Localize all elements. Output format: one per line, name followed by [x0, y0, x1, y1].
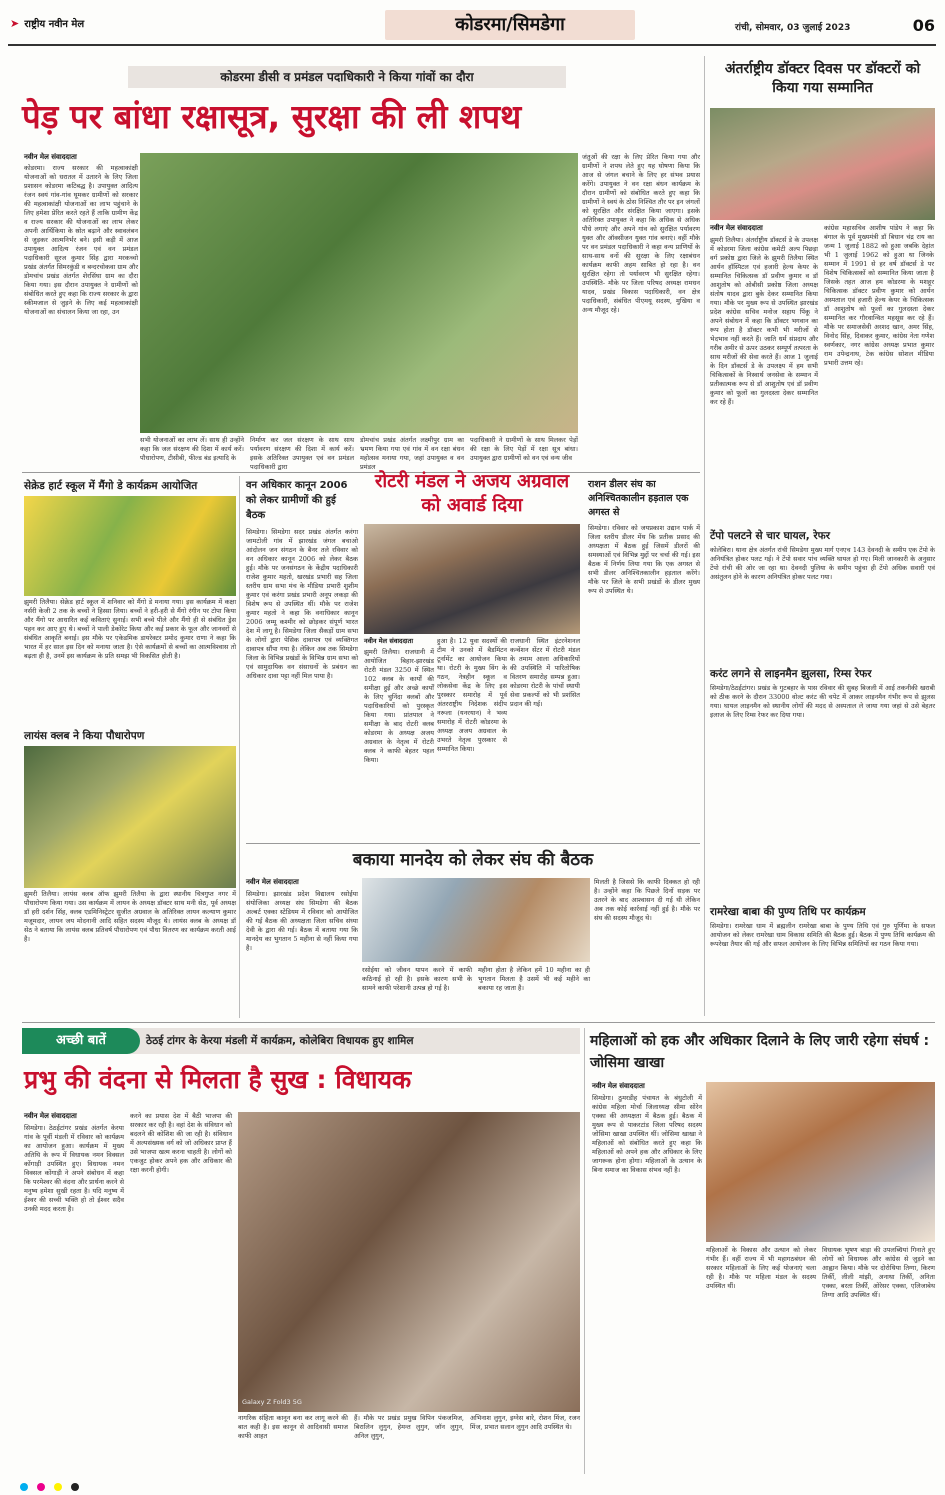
current-headline: करंट लगने से लाइनमैन झुलसा, रिम्स रेफर: [710, 668, 872, 680]
lead-headline: पेड़ पर बांधा रक्षासूत्र, सुरक्षा की ली शपथ: [22, 97, 522, 136]
bird-icon: ➤: [10, 17, 20, 30]
rotary-col2: हुआ है। 12 युवा सदस्यों की टीम ने उनको में बैडमिंटन टूर्नामेंट का आयोजन किया था। रोटरी के मुख्य विंग के गठन, नेत्रहीन स्कूल व लोकसेवा केंद्र के लिए इस पुरस्कार समारोह में पूर्व अंतरराष्ट्रीय निदेशक संदीप नरूला (यनरयान) ने भव्य समारोह में रोटरी कोडरमा के अध्यक्ष अजय अग्रवाल के उभरते नेतृत्व पुरस्कार से सम्मानित किया।: [437, 637, 507, 753]
lead-below4: पदाधिकारी ने ग्रामीणों के साथ मिलकर पेड़ों की रक्षा के लिए पेड़ों में रक्षा सूत्र बांधा। उपायुक्त द्वारा ग्रामीणों को वन एवं वन्य जीव: [470, 436, 578, 462]
page-number: 06: [912, 16, 935, 35]
section-title: कोडरमा/सिमडेगा: [455, 14, 565, 35]
tempo-headline: टेंपो पलटने से चार घायल, रेफर: [710, 530, 831, 542]
good-news-col1: सिमडेगा। ठेठईटांगर प्रखंड अंतर्गत केरया गांव के पूर्वी मंडली में रविवार को कार्यक्रम का आयोजन हुआ। कार्यक्रम में मुख्य अतिथि के रूप में विधायक नमन विक्सल कोंगाड़ी उपस्थित हुए। विधायक नमन विक्सल कोंगाड़ी ने अपने संबोधन में कहा कि परमेश्वर की वंदना और प्रार्थना करने से मनुष्य हमेशा सुखी रहता है। यदि मनुष्य में ईश्वर की सच्ची भक्ति हो तो ईश्वर सदैव उनकी मदद करता है।: [24, 1124, 124, 1213]
women-col1: सिमडेगा। ठुमरडीह पंचायत के बंधुटोली में कांग्रेस महिला मोर्चा जिलाध्यक्ष सीमा सोरेन एक्का की अध्यक्षता में बैठक हुई। बैठक में मुख्य रूप से पाकरटांड जिला परिषद सदस्य जोसिमा खाखा उपस्थित थीं। जोसिमा खाखा ने महिलाओं को संबोधित करते हुए कहा कि महिलाओं को अपने हक और अधिकार के लिए जागरूक होना होगा। महिलाओं के उत्थान के बिना समाज का विकास संभव नहीं है।: [592, 1094, 702, 1174]
masthead: [0, 0, 945, 44]
doctor-body-left: झुमरी तिलैया। अंतर्राष्ट्रीय डॉक्टर्स डे के उपलक्ष में कोडरमा जिला कांग्रेस कमेटी अल्प पिछड़ा वर्ग प्रकोष्ठ द्वारा जिले के झुमरी तिलैया स्थित आर्यन हॉस्पिटल एवं हजारी हेल्थ केयर के सम्मानित चिकित्सक डॉ प्रवीण कुमार व डॉ आशुतोष को ओबीसी प्रकोष्ठ जिला अध्यक्ष संतोष यादव द्वारा बुके देकर सम्मानित किया गया। मौके पर मुख्य रूप से उपस्थित झारखंड प्रदेश कांग्रेस सचिव मनोज सहाय पिंकू ने अपने संबोधन में कहा कि डॉक्टर भगवान का रूप होता है डॉक्टर कभी भी मरीजों से भेदभाव नहीं करते हैं। जाति धर्म संप्रदाय और गरीब अमीर से ऊपर उठकर सम्पूर्ण तत्परता के साथ मरीजों की सेवा करते हैं। आज 1 जुलाई के दिन डॉक्टर्स डे के उपलक्ष्य में हम सभी चिकित्सकों के निस्वार्थ जनसेवा के सम्मान में प्रतीकात्मक रूप से डॉ आशुतोष एवं डॉ प्रवीण कुमार को फूलों का गुलदस्ता देकर सम्मानित कर रहे हैं।: [710, 236, 818, 406]
doctor-byline: नवीन मेल संवाददाता: [710, 224, 763, 232]
lead-byline: नवीन मेल संवाददाता: [24, 153, 77, 161]
honorarium-col4: मिलती है जिससे कि काफी दिक्कत हो रही है। उन्होंने कहा कि पिछले दिनों सड़क पर उतरने के बाद आश्वासन दी गई थी लेकिन अब तक कोई कार्रवाई नहीं हुई है। मौके पर संघ की सदस्य मौजूद थे।: [594, 878, 700, 922]
logo-text: राष्ट्रीय नवीन मेल: [24, 19, 85, 30]
rotary-headline: रोटरी मंडल ने अजय अग्रवाल को अवार्ड दिया: [374, 471, 570, 516]
honorarium-col2: रसोईया को जीवन यापन करने में काफी कठिनाई हो रही है। इसके कारण सभी के सामने काफी परेशानी उत्पन्न हो गई है।: [362, 966, 472, 992]
lead-col-right: जंतुओं की रक्षा के लिए प्रेरित किया गया और ग्रामीणों ने शपथ लेते हुए यह घोषणा किया कि आज से जंगल बचाने के लिए हर संभव प्रयास करेंगे। उपायुक्त ने वन रक्षा बंधन कार्यक्रम के दौरान ग्रामीणों को संबोधित करते हुए कहा कि ग्रामीणों ने स्वयं के ठोस निश्चित तौर पर इन जंगलों को सुरक्षित और संरक्षित किया जाएगा। इसके अतिरिक्त उपायुक्त ने कहा कि अधिक से अधिक पौधे लगाएं और अपने गांव को सुरक्षित पर्यावरण युक्त और ऑक्सीजन युक्त गांव बनाएं। वहीं मौके पर वन प्रमंडल पदाधिकारी ने कहा वन्य प्राणियों के साथ-साथ वनों की सुरक्षा के लिए रक्षाबंधन कार्यक्रम काफी अहम साबित हो रहा है। वन सुरक्षित रहेगा तो पर्यावरण भी सुरक्षित रहेगा। उपस्थिति- मौके पर जिला परिषद अध्यक्ष रामधन यादव, प्रखंड विकास पदाधिकारी, वन क्षेत्र पदाधिकारी, संबंधित पीएमयू सदस्य, मुखिया व अन्य मौजूद रहे।: [582, 153, 700, 314]
tempo-body: कोलेबिरा। थाना क्षेत्र अंतर्गत रांची सिमडेगा मुख्य मार्ग एनएच 143 देवनदी के समीप एक टेंपो के अनियंत्रित होकर पलट गई। ने टेंपो सवार पांच व्यक्ति घायल हो गए। मिली जानकारी के अनुसार टेंपो रांची की ओर जा रहा था। देवनदी पुलिया के समीप पहुंचा ही टेंपो अधिक सवारी एवं असंतुलन होने के कारण अनियंत्रित होकर पलट गया।: [710, 546, 935, 581]
doctor-photo: [710, 108, 935, 220]
women-col3: विधायक भूषण बाड़ा की उपलब्धियां गिनाते हुए लोगों को विधायक और कांग्रेस से जुड़ने का आह्वान किया। मौके पर दोरोथिया तिग्गा, किरण तिर्की, लीली मांझी, अनाथा तिर्की, अनिता एक्का, बरता तिर्की, ओरेसर एक्का, एलिजाबेथ तिग्गा आदि उपस्थित थीं।: [822, 1246, 935, 1299]
mango-body: झुमरी तिलैया। सेक्रेड हार्ट स्कूल में शनिवार को मैंगो डे मनाया गया। इस कार्यक्रम में कक्षा नर्सरी केजी 2 तक के बच्चों ने हिस्सा लिया। बच्चों ने हरी-हरी से मैंगो रंगीन पर टोपा किया और मैंगो पर आधारित कई कविताएं सुनाई। सभी बच्चे पीले और मैंगो ही से संबंधित ड्रेस पहन कर आए हुए थे। बच्चों ने पाली डेकोरेट किया और कई प्रकार के फूल और जानवरों से संबंधित आकृति बनाई। इस मौके पर एकेडमिक डायरेक्टर प्रमोद कुमार राणा ने कहा कि भारत में हर साल इस दिन को मनाया जाता है। ऐसे कार्यक्रमों से बच्चों का आत्मविश्वास तो बढ़ता ही है, उनमें इस कार्यक्रम के प्रति समझ भी विकसित होती है।: [24, 598, 236, 660]
lions-body: झुमरी तिलैया। लायंस क्लब ऑफ झुमरी तिलैया के द्वारा स्थानीय चित्रगुप्त नगर में पौधारोपण किया गया। उस कार्यक्रम में लायन के अध्यक्ष डॉक्टर साथ मनी सेठ, पूर्व अध्यक्ष डॉ हरी दर्शन सिंह, क्लब एडमिनिस्ट्रेटर सुजीत अग्रवाल के अतिरिक्त लायन कल्याण कुमार मजूमदार, लायन जय मोदनानी आदि सहित सदस्य मौजूद थे। लायंस क्लब के अध्यक्ष डॉ सेठ ने बताया कि लायंस क्लब प्रतिवर्ष पौधारोपण एवं पौधा वितरण का कार्यक्रम करती आई है।: [24, 890, 236, 943]
honorarium-headline: बकाया मानदेय को लेकर संघ की बैठक: [352, 850, 594, 870]
lead-col1: कोडरमा। राज्य सरकार की महत्वाकांक्षी योजनाओं को धरातल में उतारने के लिए जिला प्रशासन कोडरमा कटिबद्ध है। उपायुक्त आदित्य रंजन स्वयं गांव-गांव घूमकर ग्रामीणों को सरकार की महत्वाकांक्षी योजनाओं का लाभ पहुंचाने के लिए हमेशा प्रेरित करते रहते हैं ताकि ग्रामीण केंद्र व राज्य सरकार की योजनाओं का लाभ लेकर अपनी आर्थिकिया के स्रोत बढ़ाने और स्वावलंबन से जुड़कर आत्मनिर्भर बने। इसी कड़ी में आज उपायुक्त आदित्य रंजन एवं वन प्रमंडल पदाधिकारी सूरज कुमार सिंह द्वारा मरकच्चो प्रखंड अंतर्गत सिमरकुंडी व बन्दरचोकवा ग्राम और डोमचांच प्रखंड अंतर्गत शेरसिंघा ग्राम का दौरा किया गया। इस दौरान उपायुक्त ने ग्रामीणों को संबोधित करते हुए कहा कि राज्य सरकार के द्वारा स्कीमजाल से जुड़ने के लिए कई महत्वाकांक्षी योजनाओं का संचालन किया जा रहा, उन: [24, 164, 138, 316]
good-news-badge: [22, 1028, 140, 1054]
lead-kicker: कोडरमा डीसी व प्रमंडल पदाधिकारी ने किया गांवों का दौरा: [220, 70, 474, 84]
lead-below2: निर्माण कर जल संरक्षण के साथ साथ पर्यावरण संरक्षण की दिशा में कार्य करें। इसके अतिरिक्त उपायुक्त एवं वन प्रमंडल पदाधिकारी द्वारा: [250, 436, 354, 471]
good-news-kicker: ठेठई टांगर के केरया मंडली में कार्यक्रम, कोलेबिरा विधायक हुए शामिल: [146, 1035, 414, 1047]
vrule-right: [704, 56, 705, 1016]
women-photo: [706, 1082, 935, 1242]
lead-photo: [140, 153, 578, 433]
ration-headline: राशन डीलर संघ का अनिश्चितकालीन हड़ताल एक अगस्त से: [588, 479, 689, 518]
camera-watermark: Galaxy Z Fold3 5G: [242, 1398, 302, 1406]
registration-marks: [20, 1476, 935, 1486]
good-news-photo: [238, 1112, 580, 1412]
mango-photo: [24, 496, 236, 596]
ration-body: सिमडेगा। रविवार को जयप्रकाश उद्यान पार्क में जिला स्तरीय डीलर मेंथ कि प्रतीक प्रसाद की अध्यक्षता में बैठक हुई जिसमें डीलरों की समस्याओं एवं विभिन्न मुद्दों पर चर्चा की गई। इस बैठक में निर्णय लिया गया कि एक अगस्त से सभी डीलर अनिश्चितकालीन हड़ताल करेंगे। मौके पर जिले के सभी प्रखंडों के डीलर मुख्य रूप से उपस्थित थे।: [588, 524, 700, 595]
rule-1: [22, 472, 700, 473]
good-news-banner: [22, 1028, 580, 1054]
vrule-bottom: [584, 1028, 585, 1474]
vrule-left: [239, 476, 240, 1018]
masthead-rule: [8, 44, 936, 46]
ramrekha-body: सिमडेगा। रामरेखा धाम में ब्रह्मलीन रामरेखा बाबा के पुण्य तिथि एवं गुरु पूर्णिमा के सफल आयोजन को लेकर रामरेखा धाम विकास समिति की बैठक हुई। बैठक में पुण्य तिथि कार्यक्रम की रूपरेखा तैयार की गई और सफल आयोजन के लिए विभिन्न समितियों का गठन किया गया।: [710, 922, 935, 948]
honorarium-photo: [362, 878, 590, 962]
logo: [10, 12, 140, 34]
good-news-byline: नवीन मेल संवाददाता: [24, 1112, 77, 1120]
rotary-col1: झुमरी तिलैया। राजधानी में आयोजित बिहार-झारखंड रोटरी मंडल 3250 में स्थित 102 क्लब के कार्यों की समीक्षा हुई और अच्छे कार्यों के लिए चुनिंदा क्लबों और पदाधिकारियों को पुरस्कृत किया गया। प्रांतपाल ने समीक्षा के बाद रोटरी क्लब कोडरमा के अध्यक्ष अजय अग्रवाल के नेतृत्व में रोटरी क्लब ने काफी बेहतर पहल किया।: [364, 648, 434, 764]
forest-headline: वन अधिकार कानून 2006 को लेकर ग्रामीणों की हुई बैठक: [246, 480, 348, 521]
honorarium-col1: सिमडेगा। झारखंड प्रदेश विद्यालय रसोईया संयोजिका अध्यक्ष संघ सिमडेगा की बैठक अल्बर्ट एक्का स्टेडियम में रविवार को आयोजित की गई बैठक की अध्यक्षता जिला सचिव संध्या देवी के द्वारा की गई। बैठक में बताया गया कि मानदेय का भुगतान 5 महीना से नहीं किया गया है।: [246, 890, 358, 952]
doctor-body-right: कांग्रेस महासचिव आशीष पांडेय ने कहा कि बंगाल के पूर्व मुख्यमंत्री डॉ बिधान चंद्र राय का जन्म 1 जुलाई 1882 को हुआ जबकि देहांत भी 1 जुलाई 1962 को हुआ था जिनके सम्मान में 1991 से हर वर्ष डॉक्टर्स डे पर विशेष चिकित्सकों को सम्मानित किया जाता है जिसके तहत आज हम कोडरमा के मशहूर चिकित्सक डॉक्टर प्रवीण कुमार को आर्यन अस्पताल एवं हजारी हेल्थ केयर के चिकित्सक डॉ आशुतोष को फूलों का गुलदस्ता देकर सम्मानित कर गौरवान्वित महसूस कर रहे हैं। मौके पर समाजसेवी अरशद खान, अमर सिंह, विनोद सिंह, दिवाकर कुमार, कांग्रेस नेता गणेश स्वर्णकार, नगर कांग्रेस अध्यक्ष प्रभात कुमार राम उपेन्द्रनाथ, टेक कांग्रेस सोशल मीडिया प्रभारी उत्तम रहे।: [824, 224, 934, 367]
women-headline: महिलाओं को हक और अधिकार दिलाने के लिए जारी रहेगा संघर्ष : जोसिमा खाखा: [590, 1033, 930, 1071]
rule-3: [22, 1022, 935, 1023]
lead-below3: डोमचांच प्रखंड अंतर्गत लक्ष्मीपुर ग्राम का भ्रमण किया गया एवं गांव में वन रक्षा बंधन महोत्सव मनाया गया, जहां उपायुक्त व वन प्रमंडल: [360, 436, 464, 471]
forest-body: सिमडेगा। सिमडेगा सदर प्रखंड अंतर्गत करंगा जामटोली गांव में झारखंड जंगल बचाओ आंदोलन जन संगठन के बैनर तले रविवार को वन अधिकार कानून 2006 को लेकर बैठक हुई। मौके पर जनसंगठन के केंद्रीय पदाधिकारी राजेश कुमार महतो, खरखंड प्रभारी सह जिला स्तरीय ग्राम सभा मंच के मीडिया प्रभारी शुशीम कुमार एवं करंगा प्रखंड प्रभारी अनूप लकड़ा की विशेष रूप से उपस्थित थीं। मौके पर राजेश कुमार महतो ने कहा कि वनाधिकार कानून 2006 जम्मू कश्मीर को छोड़कर संपूर्ण भारत देश में लागू है। सिमडेगा जिला सैकड़ों ग्राम सभा के लोगों द्वारा पेसिक दावापत्र एवं व्यक्तिगत दावापत्र सौंपा गया है। लेकिन अब तक सिमडेगा जिला के विभिन्न प्रखंडों के विभिन्न ग्राम सभा को एवं सामुदायिक वन संसाधनों के प्रबंधन का अधिकार दावा पट्टा नहीं मिल पाया है।: [246, 528, 358, 680]
rotary-byline: नवीन मेल संवाददाता: [364, 637, 413, 645]
good-news-badge-label: अच्छी बातें: [56, 1033, 106, 1048]
lions-headline: लायंस क्लब ने किया पौधारोपण: [24, 730, 145, 742]
lead-kicker-box: [128, 66, 566, 88]
good-news-headline: प्रभु की वंदना से मिलता है सुख : विधायक: [24, 1065, 412, 1094]
ramrekha-headline: रामरेखा बाबा की पुण्य तिथि पर कार्यक्रम: [710, 906, 866, 918]
women-col2: महिलाओं के विकास और उत्थान को लेकर गंभीर हैं। वहीं राज्य में भी महागठबंधन की सरकार महिलाओं के लिए कई योजनाएं चला रही है। मौके पर महिला मंडल के सदस्य उपस्थित थीं।: [706, 1246, 816, 1290]
lead-below1: सभी योजनाओं का लाभ लें। साथ ही उन्होंने कहा कि जल संरक्षण की दिशा में कार्य करें। पौधारोपण, टीसीबी, फील्ड बंड इत्यादि के: [140, 436, 244, 462]
rule-2: [246, 843, 700, 844]
good-news-col2: करने का प्रयास देश में बैठी भाजपा की सरकार कर रही है। वहां देश के संविधान को बदलने की कोशिश की जा रही है। संविधान में अल्पसंख्यक वर्ग को जो अधिकार प्राप्त हैं उसे भाजपा खत्म करना चाहती है। लोगों को एकजुट होकर अपने हक और अधिकार की रक्षा करनी होगी।: [130, 1112, 232, 1174]
rotary-col3: राजधानी स्थित इंटरनेशनल कन्वेंशन सेंटर में रोटरी मंडल के तमाम आला अधिकारियों की उपस्थिति में पारितोषिक वितरण समारोह सम्पन्न हुआ। कोडरमा रोटरी के पांचों स्थायी सेवा प्रकल्पों को भी प्रशंसित प्रदान की गई।: [510, 637, 580, 708]
good-news-caption2: हैं। मौके पर प्रखंड प्रमुख विपिन पंकजमिज, बिरालिन लुगुन, हेमन्त लुगुन, जॉन लुगुन, अनिल लुगुन,: [354, 1414, 464, 1440]
rotary-photo: [364, 524, 580, 634]
honorarium-byline: नवीन मेल संवाददाता: [246, 878, 299, 886]
section-title-box: [385, 10, 635, 40]
honorarium-col3: महीना होता है लेकिन हमें 10 महीना का ही भुगतान मिलता है उसमें भी कई महीने का बकाया रह जाता है।: [478, 966, 590, 992]
mango-headline: सेक्रेड हार्ट स्कूल में मैंगो डे कार्यक्रम आयोजित: [24, 480, 198, 492]
current-body: सिमडेगा/ठेठईटांगर। प्रखंड के गुटबहार के पास रविवार की सुबह बिजली में आई तकनीकी खराबी को ठीक करने के दौरान 33000 वोल्ट करंट की चपेट में आकर लाइनमैन गंभीर रूप से झुलस गया। घायल लाइनमैन को स्थानीय लोगों की मदद से अस्पताल ले जाया गया जहां से उसे बेहतर इलाज के लिए रिम्स रेफर कर दिया गया।: [710, 684, 935, 719]
good-news-caption: नागरिक संहिता कानून बना कर लागू करने की बात कही है। इस कानून से आदिवासी समाज काफी आहत: [238, 1414, 348, 1440]
lions-photo: [24, 746, 236, 888]
good-news-caption3: अभिनाश लुगुन, इग्नेस बारे, रोशन मिंज, रजन मिंज, प्रभात सलान लुगुन आदि उपस्थित थे।: [470, 1414, 580, 1431]
doctor-headline: अंतर्राष्ट्रीय डॉक्टर दिवस पर डॉक्टरों को किया गया सम्मानित: [724, 61, 921, 96]
women-byline: नवीन मेल संवाददाता: [592, 1082, 645, 1090]
date-line: रांची, सोमवार, 03 जुलाई 2023: [735, 23, 851, 33]
